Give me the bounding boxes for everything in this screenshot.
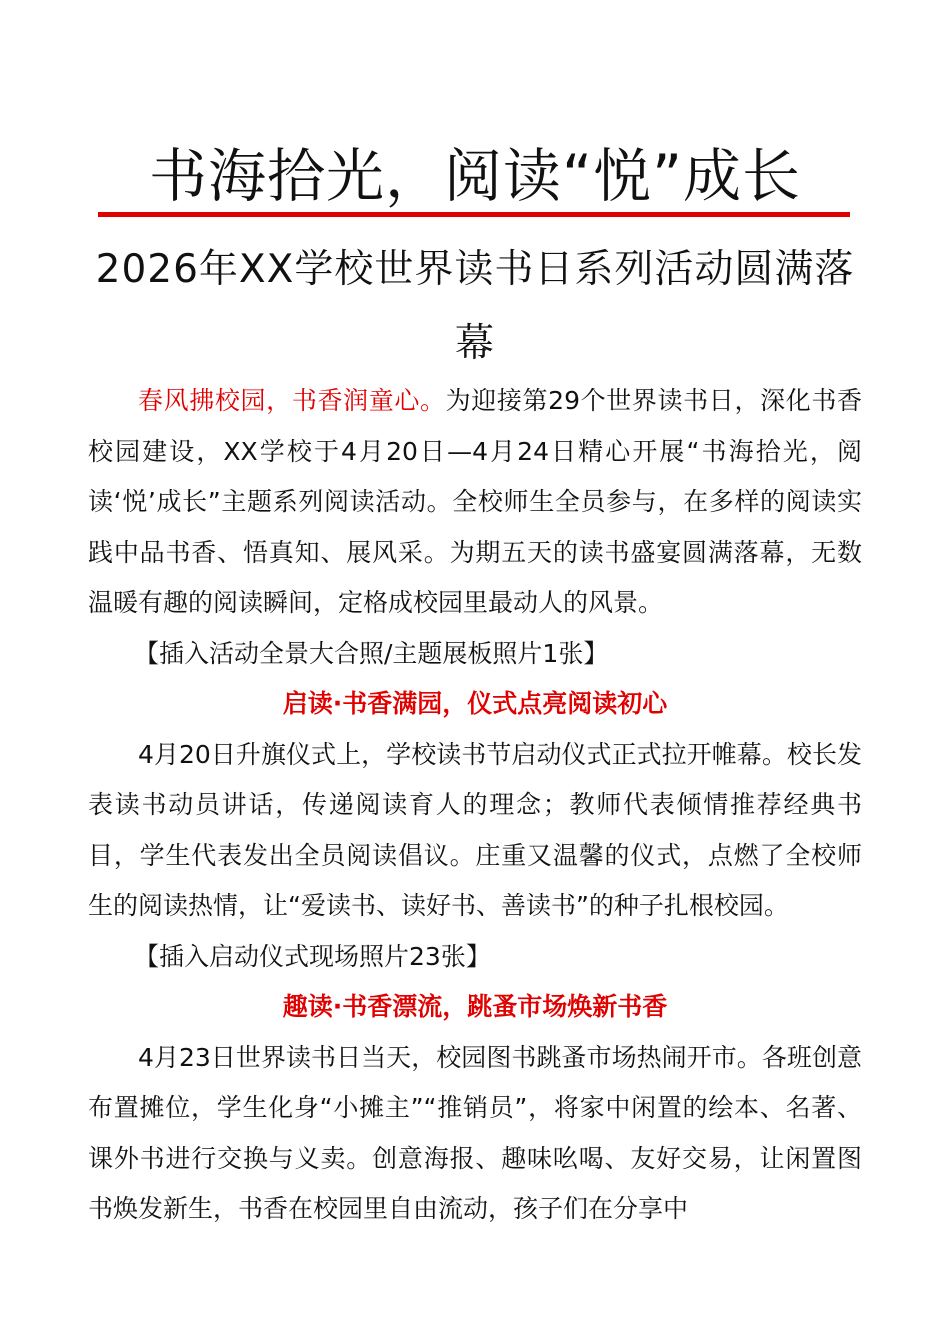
section-paragraph: 4月20日升旗仪式上，学校读书节启动仪式正式拉开帷幕。校长发表读书动员讲话，传递阅读育人的理念；教师代表倾情推荐经典书目，学生代表发出全员阅读倡议。庄重又温馨的仪式，点燃了全校师生的阅读热情，让“爱读书、读好书、善读书”的种子扎根校园。 — [88, 739, 862, 920]
document-body — [88, 376, 862, 1235]
photo-placeholder-note: 【插入活动全景大合照/主题展板照片1张】 — [134, 638, 609, 668]
intro-lead: 春风拂校园，书香润童心。 — [138, 386, 446, 415]
section-heading: 启读·书香满园，仪式点亮阅读初心 — [282, 689, 668, 718]
intro-paragraph — [88, 376, 862, 629]
title-divider — [98, 212, 850, 217]
section-heading: 趣读·书香漂流，跳蚤市场焕新书香 — [282, 992, 668, 1021]
intro-body: 为迎接第29个世界读书日，深化书香校园建设，XX学校于4月20日—4月24日精心开展“书海拾光，阅读‘悦’成长”主题系列阅读活动。全校师生全员参与，在多样的阅读实践中品书香、悟真知、展风采。为期五天的读书盛宴圆满落幕，无数温暖有趣的阅读瞬间，定格成校园里最动人的风景。 — [88, 386, 862, 617]
document-subtitle: 2026年XX学校世界读书日系列活动圆满落幕 — [95, 247, 855, 366]
photo-placeholder-note: 【插入启动仪式现场照片23张】 — [134, 941, 491, 971]
section-paragraph: 4月23日世界读书日当天，校园图书跳蚤市场热闹开市。各班创意布置摊位，学生化身“小摊主”“推销员”，将家中闲置的绘本、名著、课外书进行交换与义卖。创意海报、趣味吆喝、友好交易，让闲置图书焕发新生，书香在校园里自由流动，孩子们在分享中 — [88, 1042, 862, 1223]
document-title: 书海拾光，阅读“悦”成长 — [148, 142, 802, 210]
